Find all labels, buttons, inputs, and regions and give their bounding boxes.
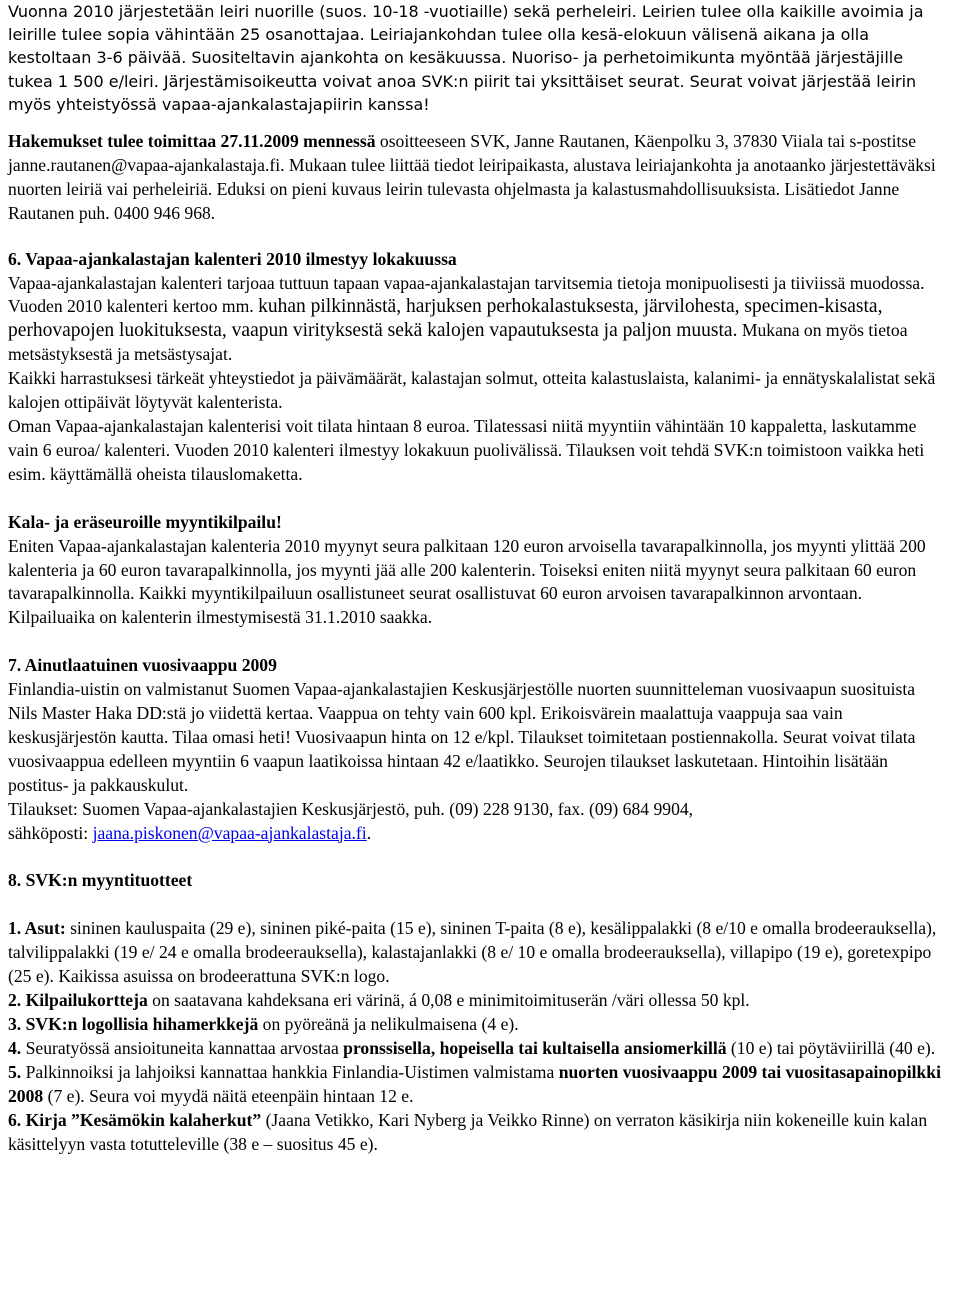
vaappu-heading: 7. Ainutlaatuinen vuosivaappu 2009 — [8, 655, 277, 676]
leiri-paragraph — [8, 0, 944, 116]
kilpailu-paragraph: Eniten Vapaa-ajankalastajan kalenteria 2010 myynyt seura palkitaan 120 euron arvoisella tavarapalkinnolla, jos myynti ylittää 200 kalenteria ja 60 euron tavarapalkinnolla, jos myynti jää alle 200 kalenterin. Toiseksi eniten niitä myynyt seura palkitaan 60 euron tavarapalkinnolla. Kaikki myyntikilpailuun osallistuneet seurat osallistuvat 60 euron arvoisen tavarapalkinnon arvontaan. Kilpailuaika on kalenterin ilmestymisestä 31.1.2010 saakka. — [8, 535, 926, 628]
tuote-item-5: 5. Palkinnoiksi ja lahjoiksi kannattaa hankkia Finlandia-Uistimen valmistama nuorten vuosivaappu 2009 tai vuositasapainopilkki 2008 (7 e). Seura voi myydä näitä eteenpäin hintaan 12 e. — [8, 1061, 941, 1106]
deadline-bold: Hakemukset tulee toimittaa 27.11.2009 mennessä — [8, 131, 376, 152]
deadline-text: osoitteeseen SVK, Janne Rautanen, Käenpolku 3, 37830 Viiala tai s-postitse janne.rautanen@vapaa-ajankalastaja.fi. Mukaan tulee liittää tiedot leiripaikasta, alustava leiriajankohta ja anotaanko järjestettäväksi nuorten leiriä vai perheleiriä. Eduksi on pieni kuvaus leirin tulevasta ohjelmasta ja kalastusmahdollisuuksista. Lisätiedot Janne Rautanen puh. 0400 946 968. — [8, 131, 936, 223]
tuotteet-heading: 8. SVK:n myyntituotteet — [8, 870, 193, 891]
tuote-item-4: 4. Seuratyössä ansioituneita kannattaa arvostaa pronssisella, hopeisella tai kultaisella ansiomerkillä (10 e) tai pöytäviirillä (40 e). — [8, 1037, 936, 1058]
leiri-text: Vuonna 2010 järjestetään leiri nuorille (suos. 10-18 -vuotiaille) sekä perheleiri. Leirien tulee olla kaikille avoimia ja leirille tulee sopia vähintään 25 osanottajaa. Leiriajankohdan tulee olla kesä-elokuun välisenä aikana ja olla kestoltaan 3-6 päivää. Suositeltavin ajankohta on kesäkuussa. Nuoriso- ja perhetoimikunta myöntää järjestäjille tukea 1 500 e/leiri. Järjestämisoikeutta voivat anoa SVK:n piirit tai yksittäiset seurat. Seurat voivat järjestää leirin myös yhteistyössä vapaa-ajankalastajapiirin kanssa! — [8, 2, 924, 114]
kalenteri-heading: 6. Vapaa-ajankalastajan kalenteri 2010 ilmestyy lokakuussa — [8, 248, 457, 269]
tuote-item-3: 3. SVK:n logollisia hihamerkkejä on pyöreänä ja nelikulmaisena (4 e). — [8, 1014, 519, 1035]
email-link[interactable]: jaana.piskonen@vapaa-ajankalastaja.fi — [92, 822, 367, 843]
tuote-item-6: 6. Kirja ”Kesämökin kalaherkut” (Jaana Vetikko, Kari Nyberg ja Veikko Rinne) on verraton käsikirja niin kokeneille kuin kalan käsittelyyn vasta totutteleville (38 e – suositus 45 e). — [8, 1109, 928, 1154]
spacer — [8, 845, 944, 869]
tuote-item-1: 1. Asut: sininen kauluspaita (29 e), sininen piké-paita (15 e), sininen T-paita (8 e), kesälippalakki (8 e/10 e omalla brodeerauksella), talvilippalakki (19 e/ 24 e omalla brodeerauksella), kalastajanlakki (8 e/ 10 e omalla brodeerauksella), villapipo (19 e), goretexpipo (25 e). Kaikissa asuissa on brodeerattuna SVK:n logo. — [8, 918, 937, 987]
spacer — [8, 893, 944, 917]
kalenteri-paragraph-3: Oman Vapaa-ajankalastajan kalenterisi voit tilata hintaan 8 euroa. Tilatessasi niitä myyntiin vähintään 10 kappaletta, laskutamme vain 6 euroa/ kalenteri. Vuoden 2010 kalenteri ilmestyy lokakuun puolivälissä. Tilauksen voit tehdä SVK:n toimistoon vaikka heti esim. käyttämällä oheista tilauslomaketta. — [8, 415, 925, 484]
kalenteri-paragraph-2: Kaikki harrastuksesi tärkeät yhteystiedot ja päivämäärät, kalastajan solmut, otteita kalastuslaista, kalanimi- ja ennätyskalalistat sekä kalojen ottipäivät löytyvät kalenterista. — [8, 368, 936, 413]
spacer — [8, 630, 944, 654]
vaappu-paragraph: Finlandia-uistin on valmistanut Suomen Vapaa-ajankalastajien Keskusjärjestölle nuorten suunnitteleman vuosivaapun suosituista Nils Master Haka DD:stä jo viidettä kertaa. Vaappua on tehty vain 600 kpl. Erikoisvärein maalattuja vaappuja saa vain keskusjärjestön kautta. Tilaa omasi heti! Vuosivaapun hinta on 12 e/kpl. Tilaukset toimitetaan postiennakolla. Seurat voivat tilata vuosivaappua edelleen myyntiin 6 vaapun laatikoissa hintaan 42 e/laatikko. Seurojen tilaukset laskutetaan. Hintoihin lisätään postitus- ja pakkauskulut. — [8, 679, 916, 795]
hakemukset-paragraph — [8, 130, 944, 226]
tuote-item-2: 2. Kilpailukortteja on saatavana kahdeksana eri värinä, á 0,08 e minimitoimituserän /väri ollessa 50 kpl. — [8, 990, 750, 1011]
vaappu-order: Tilaukset: Suomen Vapaa-ajankalastajien Keskusjärjestö, puh. (09) 228 9130, fax. (09) 684 9904, sähköposti: jaana.piskonen@vapaa-ajankalastaja.fi. — [8, 798, 694, 843]
spacer — [8, 226, 944, 248]
spacer — [8, 116, 944, 130]
spacer — [8, 487, 944, 511]
kalenteri-paragraph-1: Vapaa-ajankalastajan kalenteri tarjoaa tuttuun tapaan vapaa-ajankalastajan tarvitsemia tietoja monipuolisesti ja tiiviissä muodossa. Vuoden 2010 kalenteri kertoo mm. kuhan pilkinnästä, harjuksen perhokalastuksesta, järvilohesta, specimen-kisasta, perhovapojen luokituksesta, vaapun virityksestä sekä kalojen vapautuksesta ja paljon muusta. Mukana on myös tietoa metsästyksestä ja metsästysajat. — [8, 272, 925, 365]
kalenteri-highlight: kuhan pilkinnästä, harjuksen perhokalastuksesta, järvilohesta, specimen-kisasta, perhovapojen luokituksesta, vaapun virityksestä sekä kalojen vapautuksesta ja paljon muusta. — [8, 296, 883, 342]
kilpailu-heading: Kala- ja eräseuroille myyntikilpailu! — [8, 511, 282, 532]
